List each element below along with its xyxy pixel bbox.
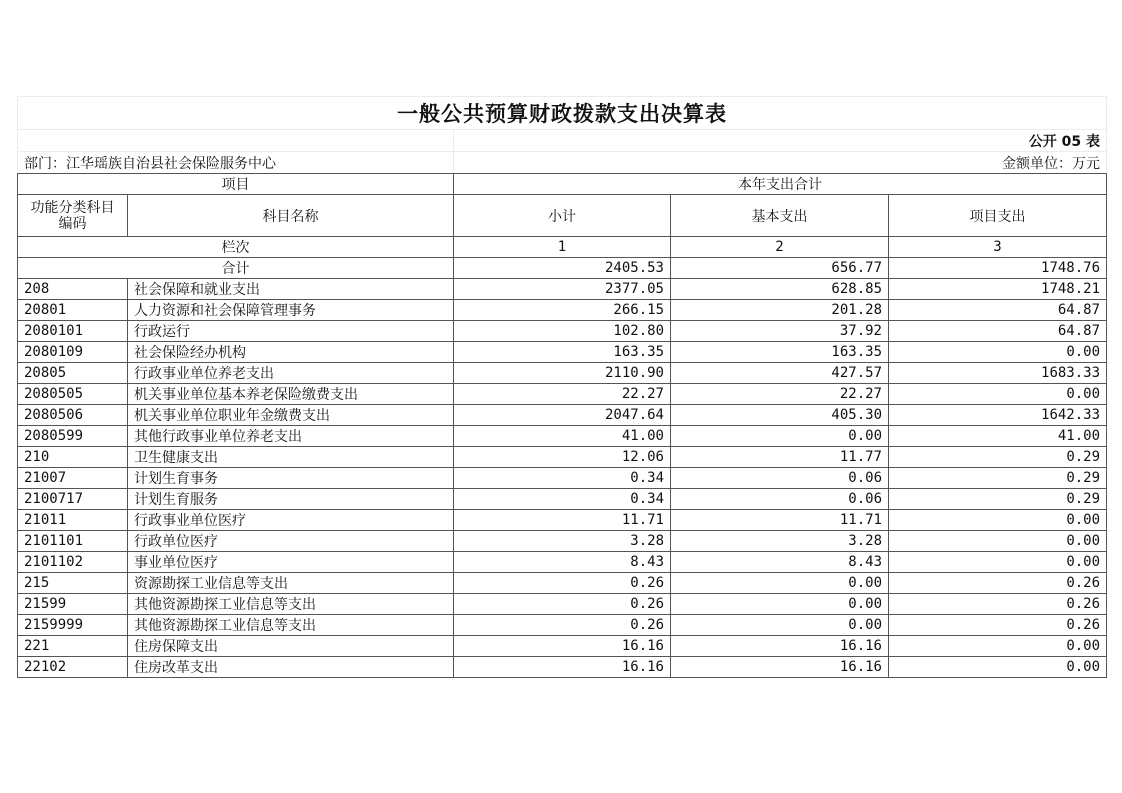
- table-row: [18, 510, 1107, 531]
- row-code: 208: [18, 279, 128, 300]
- expenditure-table: [17, 96, 1107, 678]
- row-project: 64.87: [889, 300, 1107, 321]
- blank-cell: [18, 130, 454, 152]
- row-name: 行政单位医疗: [128, 531, 454, 552]
- row-project: 41.00: [889, 426, 1107, 447]
- row-name: 社会保障和就业支出: [128, 279, 454, 300]
- row-subtotal: 8.43: [454, 552, 671, 573]
- table-row: [18, 489, 1107, 510]
- table-row: [18, 594, 1107, 615]
- row-basic: 0.00: [671, 615, 889, 636]
- row-name: 计划生育服务: [128, 489, 454, 510]
- row-project: 0.00: [889, 657, 1107, 678]
- row-name: 机关事业单位基本养老保险缴费支出: [128, 384, 454, 405]
- total-label: 合计: [18, 258, 454, 279]
- row-basic: 37.92: [671, 321, 889, 342]
- row-project: 1683.33: [889, 363, 1107, 384]
- column-index-1: 1: [454, 237, 671, 258]
- row-basic: 0.06: [671, 468, 889, 489]
- column-index-label: 栏次: [18, 237, 454, 258]
- table-row: [18, 552, 1107, 573]
- row-project: 0.26: [889, 594, 1107, 615]
- row-subtotal: 2377.05: [454, 279, 671, 300]
- row-name: 其他资源勘探工业信息等支出: [128, 615, 454, 636]
- row-subtotal: 16.16: [454, 657, 671, 678]
- row-basic: 11.77: [671, 447, 889, 468]
- row-subtotal: 22.27: [454, 384, 671, 405]
- table-body: [18, 279, 1107, 678]
- row-name: 社会保险经办机构: [128, 342, 454, 363]
- row-project: 1748.21: [889, 279, 1107, 300]
- total-basic: 656.77: [671, 258, 889, 279]
- header-project-column: 项目支出: [889, 195, 1107, 237]
- row-code: 2080109: [18, 342, 128, 363]
- header-basic-column: 基本支出: [671, 195, 889, 237]
- row-code: 2101102: [18, 552, 128, 573]
- table-row: [18, 531, 1107, 552]
- form-tag: 公开 05 表: [454, 130, 1107, 152]
- row-code: 2101101: [18, 531, 128, 552]
- row-name: 住房保障支出: [128, 636, 454, 657]
- row-subtotal: 16.16: [454, 636, 671, 657]
- expenditure-table-sheet: [17, 96, 1106, 678]
- column-index-3: 3: [889, 237, 1107, 258]
- row-subtotal: 0.34: [454, 489, 671, 510]
- row-basic: 0.00: [671, 426, 889, 447]
- row-subtotal: 2110.90: [454, 363, 671, 384]
- table-row: [18, 363, 1107, 384]
- total-subtotal: 2405.53: [454, 258, 671, 279]
- row-code: 2080599: [18, 426, 128, 447]
- row-name: 人力资源和社会保障管理事务: [128, 300, 454, 321]
- row-basic: 427.57: [671, 363, 889, 384]
- department-label: 部门：江华瑶族自治县社会保险服务中心: [18, 152, 454, 174]
- row-name: 机关事业单位职业年金缴费支出: [128, 405, 454, 426]
- row-code: 20801: [18, 300, 128, 321]
- page-title: 一般公共预算财政拨款支出决算表: [18, 97, 1107, 130]
- row-name: 计划生育事务: [128, 468, 454, 489]
- header-code-column: 功能分类科目编码: [18, 195, 128, 237]
- row-subtotal: 11.71: [454, 510, 671, 531]
- row-subtotal: 163.35: [454, 342, 671, 363]
- table-row: [18, 384, 1107, 405]
- row-basic: 163.35: [671, 342, 889, 363]
- row-code: 21007: [18, 468, 128, 489]
- row-basic: 22.27: [671, 384, 889, 405]
- table-row: [18, 279, 1107, 300]
- row-project: 0.00: [889, 384, 1107, 405]
- table-row: [18, 615, 1107, 636]
- table-row: [18, 405, 1107, 426]
- row-code: 2100717: [18, 489, 128, 510]
- row-code: 210: [18, 447, 128, 468]
- row-code: 215: [18, 573, 128, 594]
- table-row: [18, 468, 1107, 489]
- table-row: [18, 300, 1107, 321]
- header-total-group: 本年支出合计: [454, 174, 1107, 195]
- row-name: 其他资源勘探工业信息等支出: [128, 594, 454, 615]
- row-project: 0.29: [889, 447, 1107, 468]
- row-subtotal: 102.80: [454, 321, 671, 342]
- row-subtotal: 3.28: [454, 531, 671, 552]
- row-name: 行政运行: [128, 321, 454, 342]
- table-row: [18, 657, 1107, 678]
- unit-label: 金额单位：万元: [454, 152, 1107, 174]
- row-code: 2080505: [18, 384, 128, 405]
- row-subtotal: 0.26: [454, 573, 671, 594]
- row-name: 卫生健康支出: [128, 447, 454, 468]
- row-project: 1642.33: [889, 405, 1107, 426]
- total-project: 1748.76: [889, 258, 1107, 279]
- row-code: 221: [18, 636, 128, 657]
- row-subtotal: 2047.64: [454, 405, 671, 426]
- row-project: 0.26: [889, 615, 1107, 636]
- row-project: 64.87: [889, 321, 1107, 342]
- row-project: 0.00: [889, 552, 1107, 573]
- row-project: 0.29: [889, 489, 1107, 510]
- column-index-2: 2: [671, 237, 889, 258]
- row-basic: 11.71: [671, 510, 889, 531]
- table-row: [18, 426, 1107, 447]
- header-subtotal-column: 小计: [454, 195, 671, 237]
- table-row: [18, 342, 1107, 363]
- row-name: 事业单位医疗: [128, 552, 454, 573]
- row-project: 0.29: [889, 468, 1107, 489]
- row-project: 0.00: [889, 636, 1107, 657]
- row-basic: 0.06: [671, 489, 889, 510]
- row-basic: 8.43: [671, 552, 889, 573]
- table-row: [18, 573, 1107, 594]
- row-basic: 16.16: [671, 636, 889, 657]
- row-name: 行政事业单位养老支出: [128, 363, 454, 384]
- total-row: [18, 258, 1107, 279]
- row-code: 2159999: [18, 615, 128, 636]
- row-name: 行政事业单位医疗: [128, 510, 454, 531]
- row-subtotal: 41.00: [454, 426, 671, 447]
- table-row: [18, 321, 1107, 342]
- row-subtotal: 266.15: [454, 300, 671, 321]
- header-project: 项目: [18, 174, 454, 195]
- header-name-column: 科目名称: [128, 195, 454, 237]
- row-basic: 628.85: [671, 279, 889, 300]
- row-code: 2080101: [18, 321, 128, 342]
- row-name: 资源勘探工业信息等支出: [128, 573, 454, 594]
- row-project: 0.00: [889, 531, 1107, 552]
- row-project: 0.26: [889, 573, 1107, 594]
- row-subtotal: 0.26: [454, 615, 671, 636]
- row-code: 21599: [18, 594, 128, 615]
- row-code: 2080506: [18, 405, 128, 426]
- row-subtotal: 0.26: [454, 594, 671, 615]
- row-subtotal: 12.06: [454, 447, 671, 468]
- row-basic: 0.00: [671, 594, 889, 615]
- row-name: 住房改革支出: [128, 657, 454, 678]
- row-basic: 405.30: [671, 405, 889, 426]
- row-basic: 16.16: [671, 657, 889, 678]
- row-basic: 3.28: [671, 531, 889, 552]
- row-code: 22102: [18, 657, 128, 678]
- row-project: 0.00: [889, 510, 1107, 531]
- row-name: 其他行政事业单位养老支出: [128, 426, 454, 447]
- row-project: 0.00: [889, 342, 1107, 363]
- table-row: [18, 447, 1107, 468]
- row-subtotal: 0.34: [454, 468, 671, 489]
- row-basic: 0.00: [671, 573, 889, 594]
- row-code: 21011: [18, 510, 128, 531]
- table-row: [18, 636, 1107, 657]
- row-basic: 201.28: [671, 300, 889, 321]
- row-code: 20805: [18, 363, 128, 384]
